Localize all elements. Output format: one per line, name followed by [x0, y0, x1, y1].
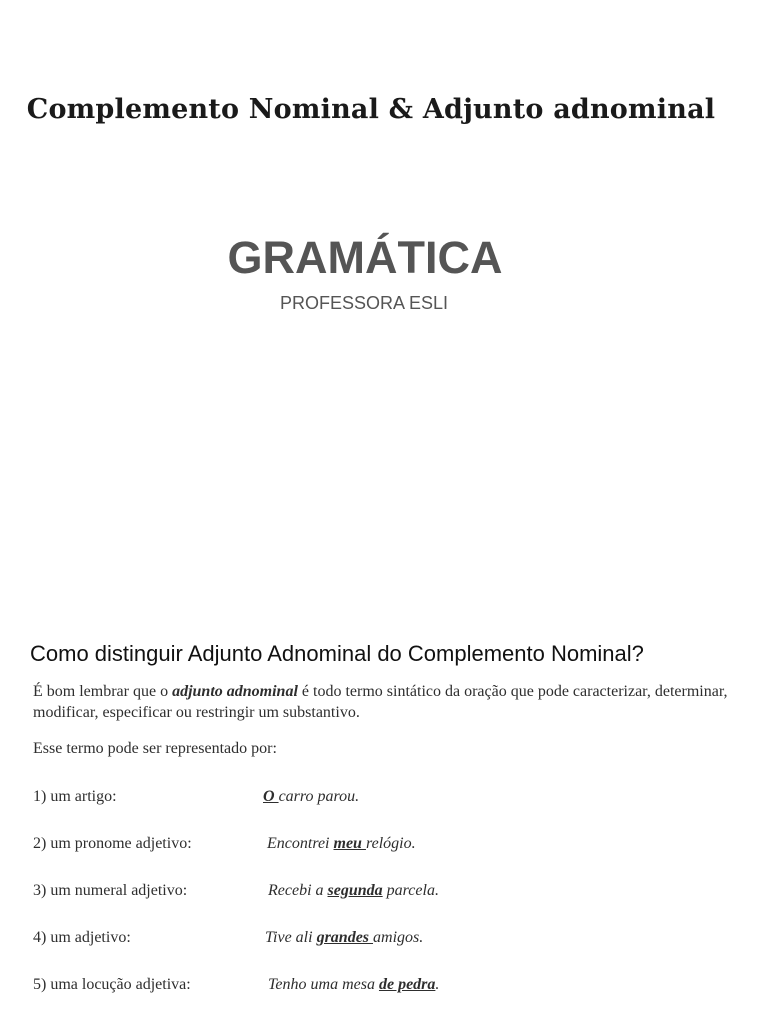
list-item-example: O carro parou.: [263, 788, 360, 805]
highlighted-term: de pedra: [378, 976, 436, 993]
highlighted-term: meu: [333, 835, 366, 852]
highlighted-term: O: [263, 788, 279, 805]
page-title: Complemento Nominal & Adjunto adnominal: [26, 94, 716, 125]
intro-term: adjunto adnominal: [172, 683, 298, 700]
list-item-example: Recebi a segunda parcela.: [268, 882, 439, 899]
list-item-label: 4) um adjetivo:: [33, 929, 131, 946]
section-heading: Como distinguir Adjunto Adnominal do Complemento Nominal?: [30, 641, 644, 666]
intro-paragraph: [33, 681, 733, 723]
list-item-label: 3) um numeral adjetivo:: [33, 882, 188, 899]
brand-subtitle: PROFESSORA ESLI: [279, 293, 449, 313]
brand-title: GRAMÁTICA: [227, 232, 503, 283]
intro-text-before: É bom lembrar que o: [33, 683, 173, 700]
intro-text-after: é todo termo sintático da oração que pode caracterizar, determinar, modificar, especificar ou restringir um substantivo.: [33, 683, 728, 721]
highlighted-term: grandes: [316, 929, 374, 946]
list-lead: Esse termo pode ser representado por:: [33, 740, 277, 757]
list-item-label: 1) um artigo:: [33, 788, 117, 805]
highlighted-term: segunda: [327, 882, 383, 899]
list-item-example: Tenho uma mesa de pedra.: [268, 976, 440, 993]
list-item-label: 2) um pronome adjetivo:: [33, 835, 192, 852]
list-item-label: 5) uma locução adjetiva:: [33, 976, 191, 993]
list-item-example: Encontrei meu relógio.: [267, 835, 416, 852]
list-item-example: Tive ali grandes amigos.: [265, 929, 424, 946]
